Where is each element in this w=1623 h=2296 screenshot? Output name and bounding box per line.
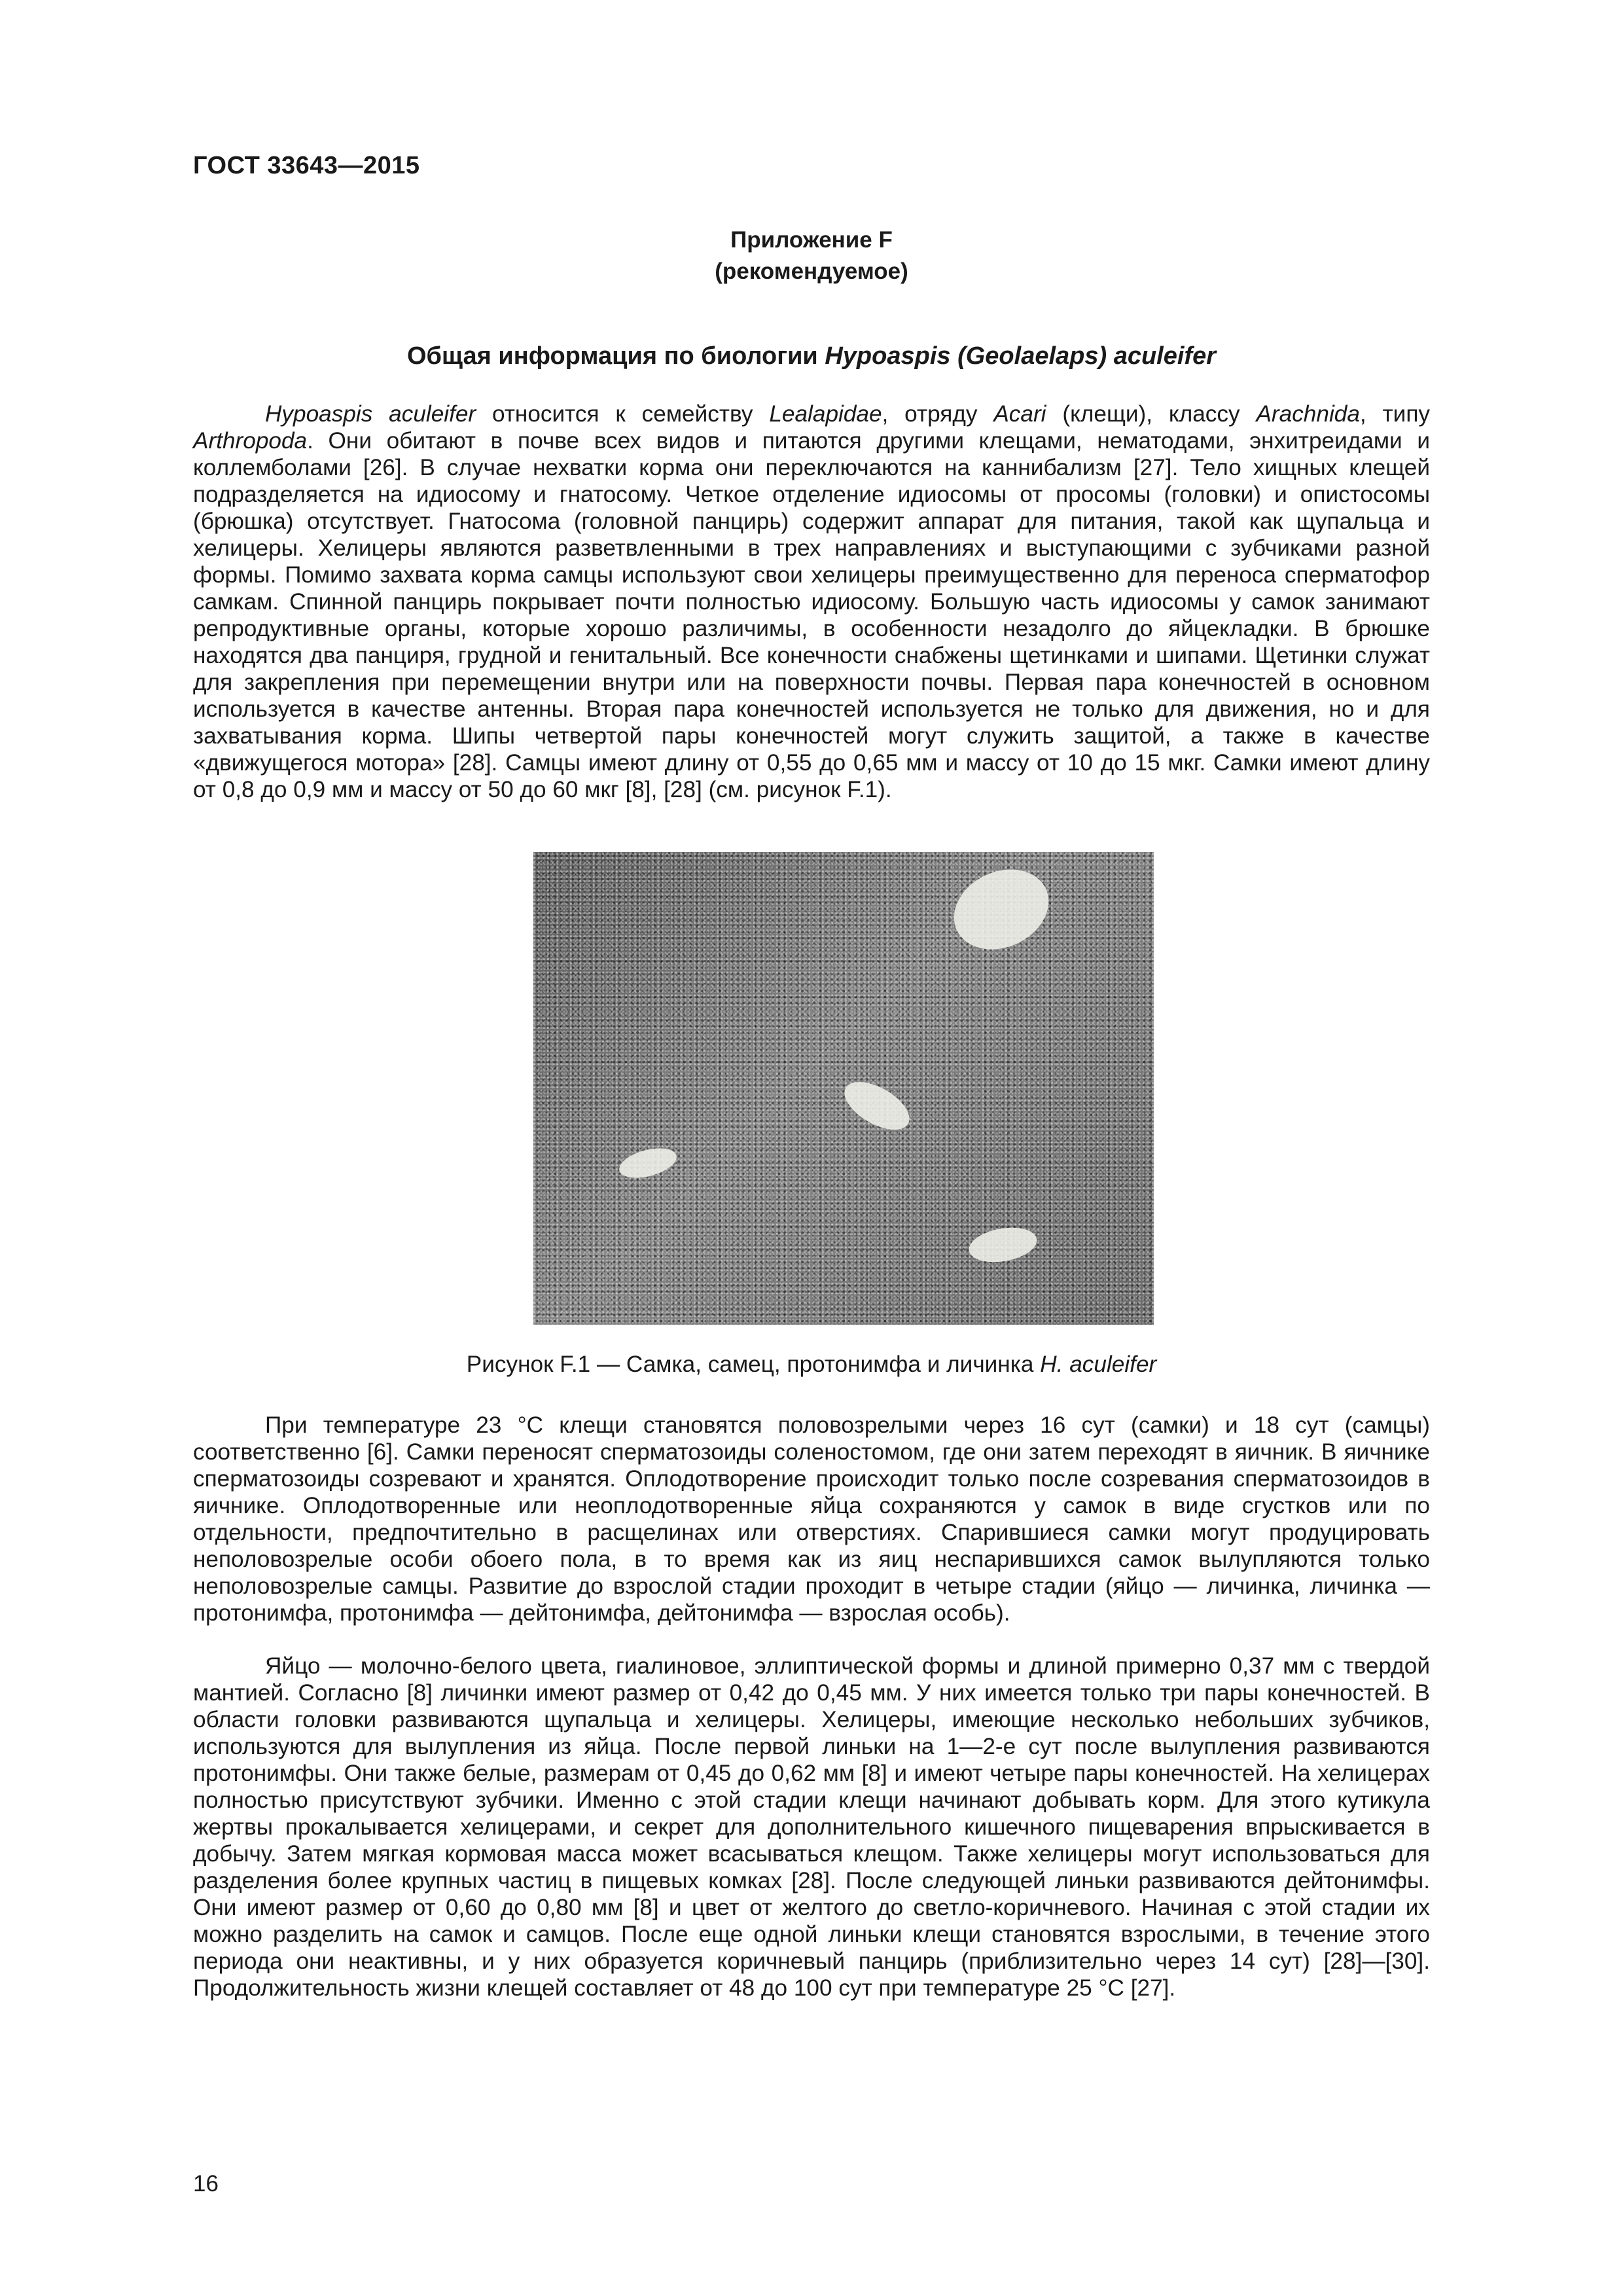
mite-photograph (533, 852, 1154, 1325)
text-run: , типу (1359, 401, 1430, 427)
title-species: Hypoaspis (Geolaelaps) aculeifer (825, 342, 1217, 370)
text-run: относится к семейству (476, 401, 770, 427)
species-name: Hypoaspis aculeifer (265, 401, 476, 427)
caption-text: Рисунок F.1 — Самка, самец, протонимфа и личинка (466, 1352, 1041, 1377)
text-run: , отряду (882, 401, 994, 427)
paragraph-development: Яйцо — молочно-белого цвета, гиалиновое, эллиптической формы и длиной примерно 0,37 мм с твердой мантией. Согласно [8] личинки имеют размер от 0,42 до 0,45 мм. У них имеется только три пары конечностей. В области головки развиваются щупальца и хелицеры. Хелицеры, имеющие несколько небольших зубчиков, используются для вылупления из яйца. После первой линьки на 1—2-е сут после вылупления развиваются протонимфы. Они также белые, размерам от 0,45 до 0,62 мм [8] и имеют четыре пары конечностей. На хелицерах полностью присутствуют зубчики. Именно с этой стадии клещи начинают добывать корм. Для этого кутикула жертвы прокалывается хелицерами, и секрет для дополнительного кишечного пищеварения впрыскивается в добычу. Затем мягкая кормовая масса может всасываться клещом. Также хелицеры могут использоваться для разделения более крупных частиц в пищевых комках [28]. После следующей линьки развиваются дейтонимфы. Они имеют размер от 0,60 до 0,80 мм [8] и цвет от желтого до светло-коричневого. Начиная с этой стадии их можно разделить на самок и самцов. После еще одной линьки клещи становятся взрослыми, в течение этого периода они неактивны, и у них образуется коричневый панцирь (приблизительно через 14 сут) [28]—[30]. Продолжительность жизни клещей составляет от 48 до 100 сут при температуре 25 °С [27]. (193, 1653, 1430, 2001)
larva-mite (966, 1223, 1039, 1266)
annex-heading (0, 224, 1623, 287)
caption-species: H. aculeifer (1040, 1352, 1157, 1377)
page-number: 16 (193, 2171, 219, 2197)
text-run: (клещи), классу (1046, 401, 1257, 427)
annex-status: (рекомендуемое) (715, 259, 908, 284)
female-mite (941, 855, 1062, 965)
protonymph-mite (616, 1143, 679, 1183)
class-name: Arachnida (1256, 401, 1360, 427)
section-title (0, 342, 1623, 370)
figure-caption (0, 1352, 1623, 1378)
family-name: Lealapidae (769, 401, 882, 427)
paragraph-reproduction: При температуре 23 °С клещи становятся половозрелыми через 16 сут (самки) и 18 сут (самцы) соответственно [6]. Самки переносят сперматозоиды соленостомом, где они затем переходят в яичник. В яичнике сперматозоиды созревают и хранятся. Оплодотворение происходит только после созревания сперматозоидов в яичнике. Оплодотворенные или неоплодотворенные яйца сохраняются у самок в виде сгустков или по отдельности, предпочтительно в расщелинах или отверстиях. Спарившиеся самки могут продуцировать неполовозрелые особи обоего пола, в то время как из яиц неспарившихся самок вылупляются только неполовозрелые самцы. Развитие до взрослой стадии проходит в четыре стадии (яйцо — личинка, личинка — протонимфа, протонимфа — дейтонимфа, дейтонимфа — взрослая особь). (193, 1412, 1430, 1626)
phylum-name: Arthropoda (193, 428, 308, 454)
annex-label: Приложение F (730, 227, 893, 253)
title-prefix: Общая информация по биологии (406, 342, 825, 370)
paragraph-morphology (193, 401, 1430, 803)
text-run: . Они обитают в почве всех видов и питаются другими клещами, нематодами, энхитреидами и коллемболами [26]. В случае нехватки корма они переключаются на каннибализм [27]. Тело хищных клещей подразделяется на идиосому и гнатосому. Четкое отделение идиосомы от просомы (головки) и опистосомы (брюшка) отсутствует. Гнатосома (головной панцирь) содержит аппарат для питания, такой как щупальца и хелицеры. Хелицеры являются разветвленными в трех направлениях и выступающими с зубчиками разной формы. Помимо захвата корма самцы используют свои хелицеры преимущественно для переноса сперматофор самкам. Спинной панцирь покрывает почти полностью идиосому. Большую часть идиосомы у самок занимают репродуктивные органы, которые хорошо различимы, в особенности незадолго до яйцекладки. В брюшке находятся два панциря, грудной и генитальный. Все конечности снабжены щетинками и шипами. Щетинки служат для закрепления при перемещении внутри или на поверхности почвы. Первая пара конечностей в основном используется в качестве антенны. Вторая пара конечностей используется не только для движения, но и для захватывания корма. Шипы четвертой пары конечностей могут служить защитой, а также в качестве «движущегося мотора» [28]. Самцы имеют длину от 0,55 до 0,65 мм и массу от 10 до 15 мкг. Самки имеют длину от 0,8 до 0,9 мм и массу от 50 до 60 мкг [8], [28] (см. рисунок F.1). (193, 428, 1430, 802)
document-code: ГОСТ 33643—2015 (193, 152, 420, 179)
order-name: Acari (993, 401, 1046, 427)
male-mite (837, 1072, 918, 1139)
